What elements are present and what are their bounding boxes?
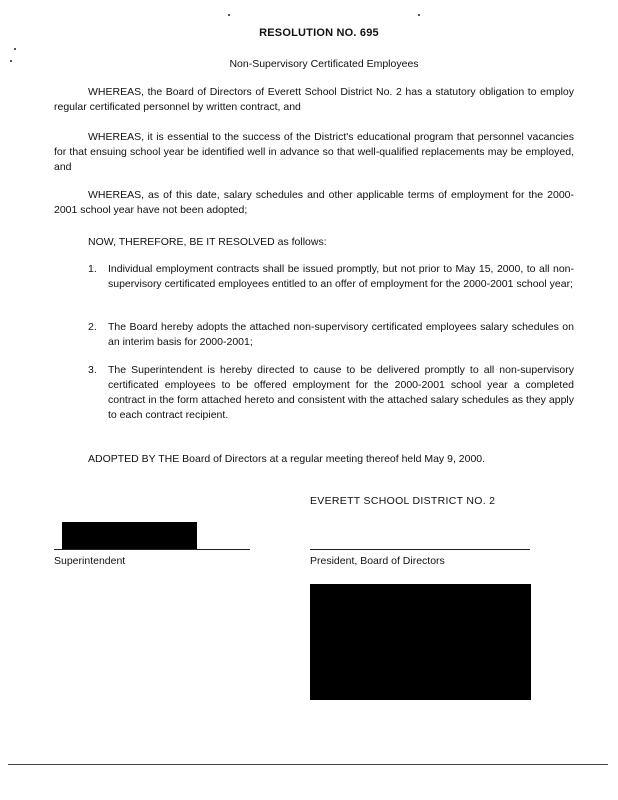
item-number: 1. bbox=[88, 263, 97, 275]
item-text: The Board hereby adopts the attached non-supervisory certificated employees salary schedules on an interim basis for 2000-2001; bbox=[108, 321, 574, 348]
resolution-item bbox=[88, 262, 574, 292]
redacted-signature-block bbox=[310, 584, 531, 700]
whereas-paragraph-3: WHEREAS, as of this date, salary schedules and other applicable terms of employment for the 2000-2001 school year have not been adopted; bbox=[54, 189, 574, 216]
item-number: 2. bbox=[88, 321, 97, 333]
signature-line-president bbox=[310, 549, 530, 550]
president-label: President, Board of Directors bbox=[310, 555, 445, 567]
resolution-item bbox=[88, 320, 574, 350]
resolution-title: RESOLUTION NO. 695 bbox=[259, 27, 379, 39]
whereas-paragraph-2: WHEREAS, it is essential to the success of the District's educational program that personnel vacancies for that ensuing school year be identified well in advance so that well-qualified replacements may be employed, and bbox=[54, 131, 574, 173]
scan-speck bbox=[14, 48, 16, 50]
item-text: Individual employment contracts shall be issued promptly, but not prior to May 15, 2000, to all non-supervisory certificated employees entitled to an offer of employment for the 2000-2001 school year; bbox=[108, 263, 574, 290]
scan-edge-line bbox=[8, 764, 608, 765]
whereas-paragraph-1: WHEREAS, the Board of Directors of Everett School District No. 2 has a statutory obligation to employ regular certificated personnel by written contract, and bbox=[54, 86, 574, 113]
item-text: The Superintendent is hereby directed to cause to be delivered promptly to all non-supervisory certificated employees to be offered employment for the 2000-2001 school year a completed contract in the form attached hereto and consistent with the attached salary schedules as they apply to each contract recipient. bbox=[108, 364, 574, 421]
signature-line-superintendent bbox=[54, 549, 250, 550]
superintendent-label: Superintendent bbox=[54, 555, 126, 567]
adopted-statement: ADOPTED BY THE Board of Directors at a regular meeting thereof held May 9, 2000. bbox=[88, 453, 486, 465]
scan-speck bbox=[418, 14, 420, 16]
resolution-subtitle: Non-Supervisory Certificated Employees bbox=[229, 58, 419, 70]
scan-speck bbox=[10, 60, 12, 62]
district-name: EVERETT SCHOOL DISTRICT NO. 2 bbox=[310, 495, 496, 507]
scan-speck bbox=[228, 14, 230, 16]
redacted-signature-superintendent bbox=[62, 522, 197, 550]
resolution-item bbox=[88, 363, 574, 423]
item-number: 3. bbox=[88, 364, 97, 376]
resolved-heading: NOW, THEREFORE, BE IT RESOLVED as follows: bbox=[88, 236, 327, 248]
